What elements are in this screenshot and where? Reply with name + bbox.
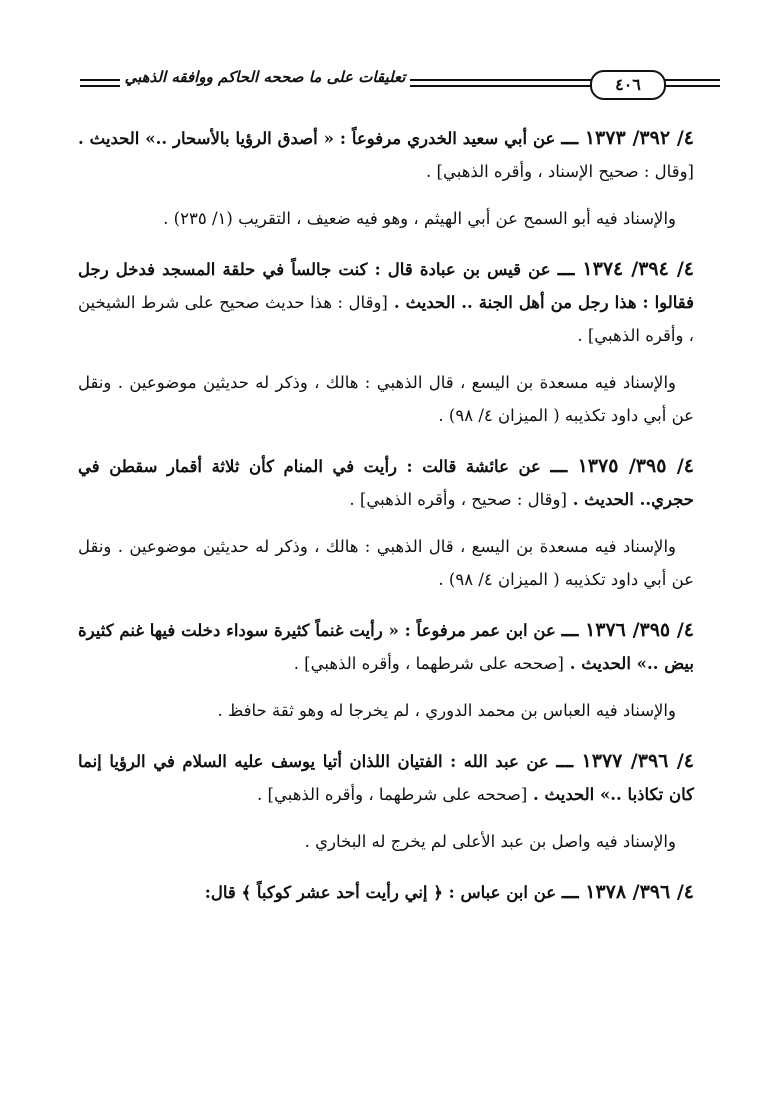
hadith-text <box>78 614 694 680</box>
hadith-entry <box>78 876 694 909</box>
running-title: تعليقات على ما صححه الحاكم ووافقه الذهبي <box>124 68 406 86</box>
hadith-text <box>78 745 694 811</box>
isnad-comment: والإسناد فيه أبو السمح عن أبي الهيثم ، وهو فيه ضعيف ، التقريب (١/ ٢٣٥) . <box>163 209 676 228</box>
hadith-entry <box>78 122 694 235</box>
hadith-entry <box>78 253 694 432</box>
hadith-entry <box>78 745 694 858</box>
authenticity-note: [صححه على شرطهما ، وأقره الذهبي] . <box>257 785 528 804</box>
hadith-text <box>78 450 694 516</box>
hadith-body: عن عبد الله : الفتيان اللذان أتيا يوسف عليه السلام في الرؤيا إنما كان تكاذبا ..» الحديث . <box>78 752 694 804</box>
authenticity-note: [وقال : هذا حديث صحيح على شرط الشيخين ، وأقره الذهبي] . <box>78 293 694 345</box>
page-header <box>60 70 720 106</box>
header-rule <box>80 79 120 81</box>
isnad-comment: والإسناد فيه مسعدة بن اليسع ، قال الذهبي : هالك ، وذكر له حديثين موضوعين . ونقل عن أبي داود تكذيبه ( الميزان ٤/ ٩٨) . <box>78 373 694 425</box>
hadith-reference: ٤/ ٣٩٦/ ١٣٧٧ ـــ <box>556 750 694 772</box>
hadith-body: عن ابن عباس : ﴿ إني رأيت أحد عشر كوكباً ﴾ قال: <box>204 883 557 902</box>
isnad-comment: والإسناد فيه مسعدة بن اليسع ، قال الذهبي : هالك ، وذكر له حديثين موضوعين . ونقل عن أبي داود تكذيبه ( الميزان ٤/ ٩٨) . <box>78 537 694 589</box>
header-rule <box>410 85 620 87</box>
isnad-comment: والإسناد فيه العباس بن محمد الدوري ، لم يخرجا له وهو ثقة حافظ . <box>217 701 676 720</box>
isnad-comment: والإسناد فيه واصل بن عبد الأعلى لم يخرج له البخاري . <box>304 832 676 851</box>
hadith-entry <box>78 614 694 727</box>
hadith-text <box>78 253 694 352</box>
hadith-body: عن ابن عمر مرفوعاً : « رأيت غنماً كثيرة سوداء دخلت فيها غنم كثيرة بيض ..» الحديث . <box>78 621 694 673</box>
hadith-reference: ٤/ ٣٩٢/ ١٣٧٣ ـــ <box>561 127 694 149</box>
hadith-text <box>78 122 694 188</box>
hadith-reference: ٤/ ٣٩٦/ ١٣٧٨ ـــ <box>561 881 694 903</box>
page-body <box>78 122 694 927</box>
hadith-body: عن قيس بن عبادة قال : كنت جالساً في حلقة المسجد فدخل رجل فقالوا : هذا رجل من أهل الجنة .. الحديث . <box>78 260 694 312</box>
hadith-reference: ٤/ ٣٩٤/ ١٣٧٤ ـــ <box>557 258 694 280</box>
hadith-reference: ٤/ ٣٩٥/ ١٣٧٥ ـــ <box>550 455 694 477</box>
authenticity-note: [صححه على شرطهما ، وأقره الذهبي] . <box>293 654 564 673</box>
header-rule <box>410 79 620 81</box>
hadith-reference: ٤/ ٣٩٥/ ١٣٧٦ ـــ <box>561 619 694 641</box>
page-number: ٤٠٦ <box>590 70 666 100</box>
hadith-text <box>78 876 694 909</box>
hadith-body: عن أبي سعيد الخدري مرفوعاً : « أصدق الرؤيا بالأسحار ..» الحديث . <box>78 129 556 148</box>
authenticity-note: [وقال : صحيح الإسناد ، وأقره الذهبي] . <box>426 162 694 181</box>
authenticity-note: [وقال : صحيح ، وأقره الذهبي] . <box>349 490 567 509</box>
hadith-body: عن عائشة قالت : رأيت في المنام كأن ثلاثة أقمار سقطن في حجري.. الحديث . <box>78 457 694 509</box>
hadith-entry <box>78 450 694 596</box>
header-rule <box>80 85 120 87</box>
